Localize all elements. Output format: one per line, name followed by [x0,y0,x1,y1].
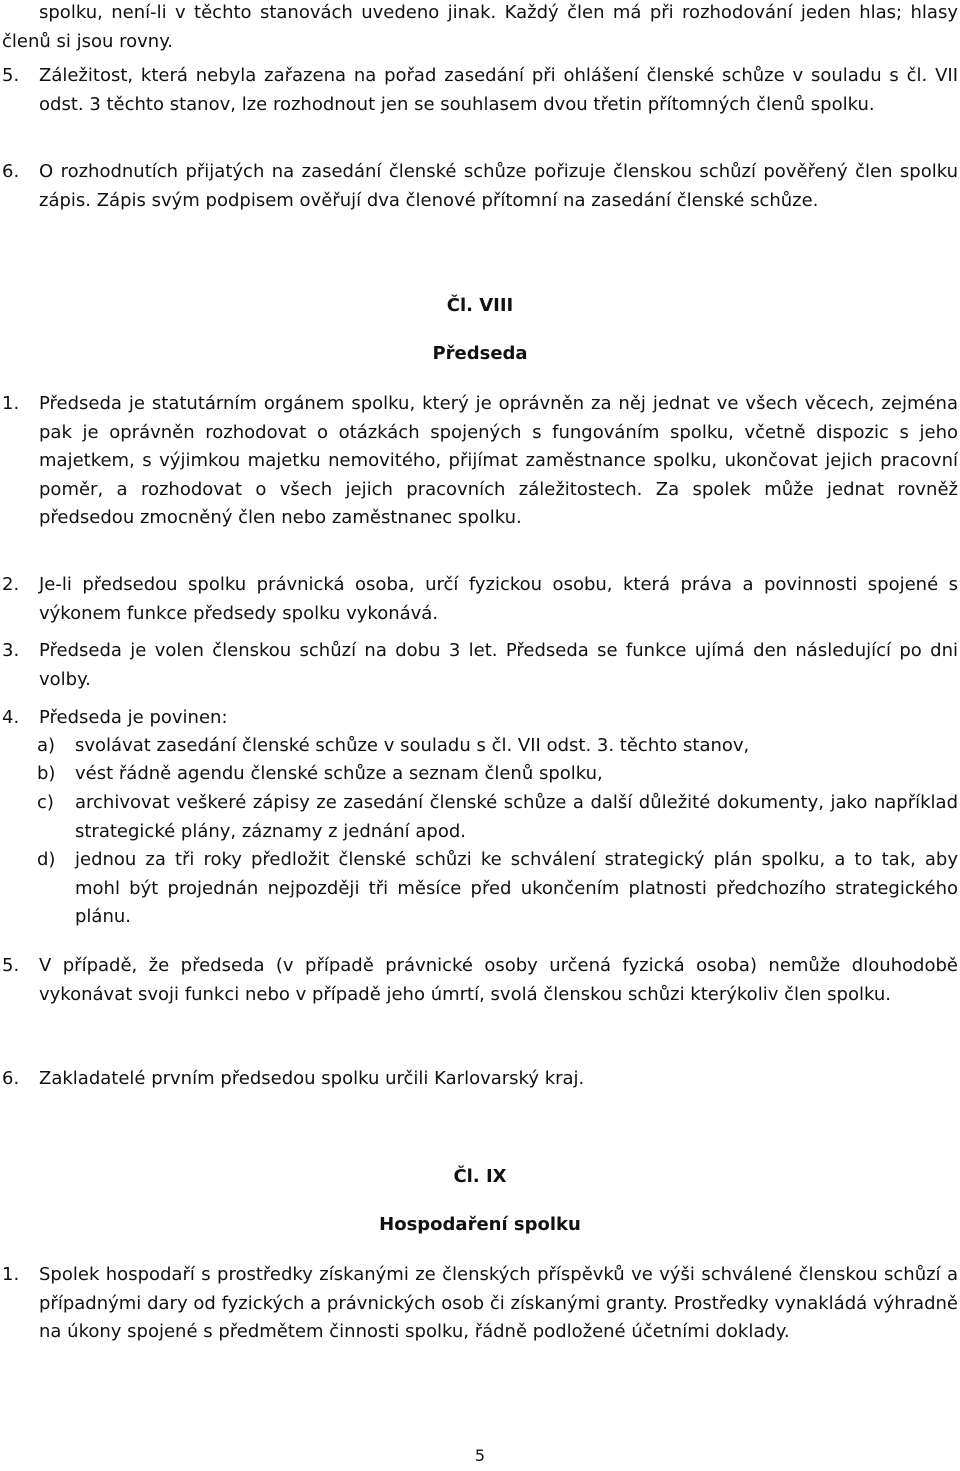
paragraph-text: Je-li předsedou spolku právnická osoba, určí fyzickou osobu, která práva a povinnosti spojené s výkonem funkce předsedy spolku vykonává. [39,574,958,624]
paragraph-1-hospodareni [2,1261,958,1347]
list-item-a [37,732,958,761]
paragraph-number: 5. [2,955,20,976]
paragraph-text: Záležitost, která nebyla zařazena na pořad zasedání při ohlášení členské schůze v souladu s čl. VII odst. 3 těchto stanov, lze rozhodnout jen se souhlasem dvou třetin přítomných členů spolku. [39,65,958,115]
paragraph-3 [2,637,958,694]
paragraph-text: Předseda je povinen: [39,707,228,728]
list-item-text: jednou za tři roky předložit členské schůzi ke schválení strategický plán spolku, a to tak, aby mohl být projednán nejpozději tři měsíce před ukončením platnosti předchozího strategického plánu. [75,849,958,927]
article-subtitle: Předseda [432,343,528,364]
list-item-label: c) [37,792,54,813]
list-item-d [37,846,958,932]
paragraph-number: 5. [2,65,20,86]
list-item-c [37,789,958,846]
list-item-label: a) [37,735,56,756]
list-item-label: d) [37,849,56,870]
article-subtitle: Hospodaření spolku [379,1214,581,1235]
continued-paragraph [2,0,958,56]
article-title: Čl. VIII [446,295,514,316]
paragraph-number: 1. [2,393,20,414]
list-item-text: vést řádně agendu členské schůze a seznam členů spolku, [75,763,603,784]
paragraph-2 [2,571,958,628]
paragraph-number: 3. [2,640,20,661]
list-item-label: b) [37,763,56,784]
paragraph-number: 4. [2,707,20,728]
paragraph-6b [2,1065,958,1094]
paragraph-text: spolku, není-li v těchto stanovách uvedeno jinak. Každý člen má při rozhodování jeden hlas; hlasy členů si jsou rovny. [2,2,958,52]
paragraph-5b [2,952,958,1009]
paragraph-5 [2,62,958,119]
paragraph-number: 1. [2,1264,20,1285]
paragraph-number: 2. [2,574,20,595]
paragraph-number: 6. [2,161,20,182]
list-item-text: archivovat veškeré zápisy ze zasedání členské schůze a další důležité dokumenty, jako například strategické plány, záznamy z jednání apod. [75,792,958,842]
paragraph-text: Předseda je volen členskou schůzí na dobu 3 let. Předseda se funkce ujímá den následující po dni volby. [39,640,958,690]
paragraph-text: V případě, že předseda (v případě právnické osoby určená fyzická osoba) nemůže dlouhodobě vykonávat svoji funkci nebo v případě jeho úmrtí, svolá členskou schůzi kterýkoliv člen spolku. [39,955,958,1005]
list-item-text: svolávat zasedání členské schůze v souladu s čl. VII odst. 3. těchto stanov, [75,735,750,756]
paragraph-text: Zakladatelé prvním předsedou spolku určili Karlovarský kraj. [39,1068,585,1089]
paragraph-1 [2,390,958,533]
paragraph-6 [2,158,958,215]
paragraph-text: Spolek hospodaří s prostředky získanými ze členských příspěvků ve výši schválené členskou schůzí a případnými dary od fyzických a právnických osob či získanými granty. Prostředky vynakládá výhradně na úkony spojené s předmětem činnosti spolku, řádně podložené účetními doklady. [39,1264,958,1342]
article-title: Čl. IX [453,1166,507,1187]
paragraph-text: Předseda je statutárním orgánem spolku, který je oprávněn za něj jednat ve všech věcech, zejména pak je oprávněn rozhodovat o otázkách spojených s fungováním spolku, včetně dispozic s jeho majetkem, s výjimkou majetku nemovitého, přijímat zaměstnance spolku, ukončovat jejich pracovní poměr, a rozhodovat o všech jejich pracovních záležitostech. Za spolek může jednat rovněž předsedou zmocněný člen nebo zaměstnanec spolku. [39,393,958,528]
list-item-b [37,760,958,789]
paragraph-text: O rozhodnutích přijatých na zasedání členské schůze pořizuje členskou schůzí pověřený člen spolku zápis. Zápis svým podpisem ověřují dva členové přítomní na zasedání členské schůze. [39,161,958,211]
page-number: 5 [474,1446,486,1465]
paragraph-4 [2,704,958,733]
paragraph-number: 6. [2,1068,20,1089]
